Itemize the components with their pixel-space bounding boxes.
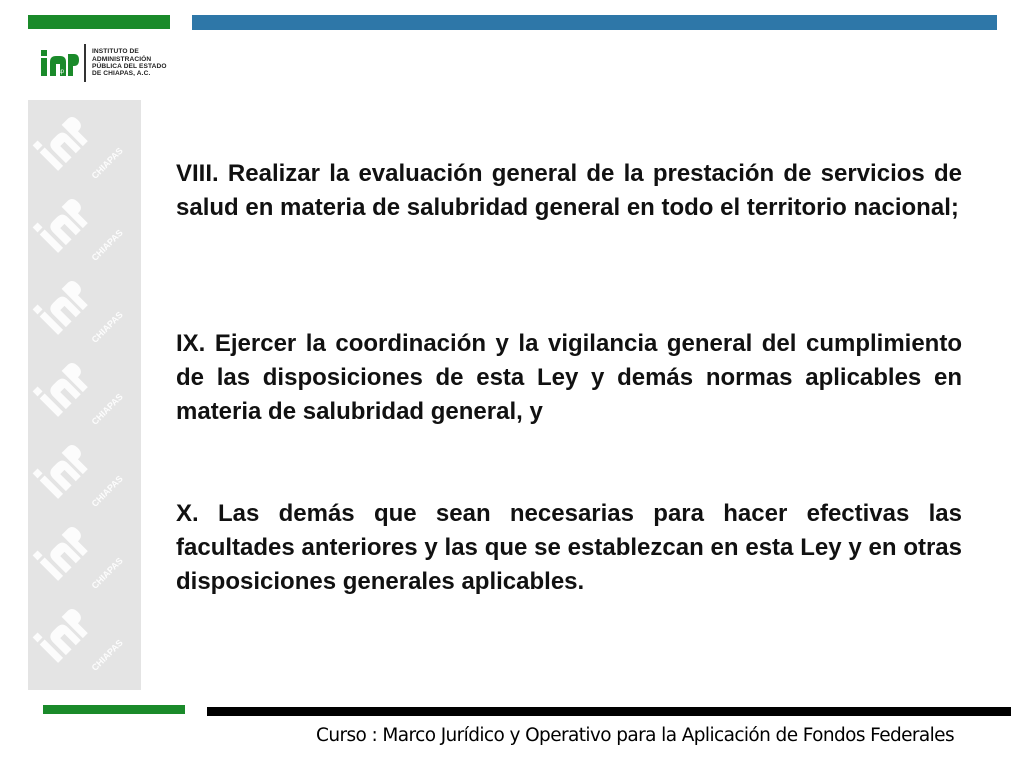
- logo-text: [92, 48, 182, 78]
- logo-line: PÚBLICA DEL ESTADO: [92, 63, 167, 70]
- logo-line: ADMINISTRACIÓN: [92, 55, 152, 63]
- top-green-bar: [28, 15, 170, 29]
- bottom-black-bar: [207, 707, 1011, 716]
- course-footer: [316, 725, 954, 746]
- top-blue-bar: [192, 15, 997, 30]
- logo-line: INSTITUTO DE: [92, 48, 139, 56]
- logo-divider: [84, 44, 86, 82]
- watermark-side-strip: [28, 100, 141, 690]
- watermark-pattern: [28, 100, 141, 690]
- paragraph-x: X. Las demás que sean necesarias para hacer efectivas las facultades anteriores y las que se establezcan en esta Ley y en otras disposiciones generales aplicables.: [176, 500, 962, 595]
- footer-label: Curso: [316, 725, 367, 746]
- svg-text:iap: iap: [55, 69, 65, 75]
- institute-logo: [40, 42, 182, 84]
- paragraph-viii: VIII. Realizar la evaluación general de la prestación de servicios de salud en materia de salubridad general en todo el territorio nacional;: [176, 160, 962, 221]
- bottom-green-bar: [43, 705, 185, 714]
- paragraph-ix: IX. Ejercer la coordinación y la vigilancia general del cumplimiento de las disposiciones de esta Ley y demás normas aplicables en materia de salubridad general, y: [176, 330, 962, 425]
- iap-logo-icon: [40, 46, 80, 80]
- logo-line: DE CHIAPAS, A.C.: [92, 70, 151, 78]
- footer-separator: :: [366, 725, 383, 746]
- footer-course-title: Marco Jurídico y Operativo para la Aplicación de Fondos Federales: [382, 725, 955, 746]
